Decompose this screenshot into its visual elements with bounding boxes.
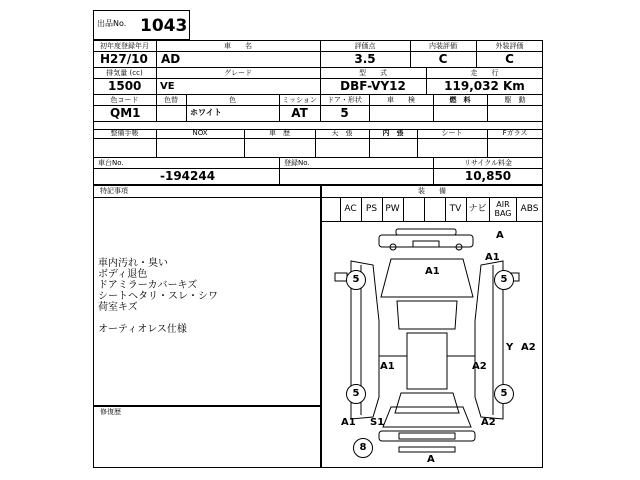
tire-rear-right: 5 [494,384,514,404]
note-line: オーティオレス仕様 [98,324,187,335]
label-grade: グレード [224,69,252,77]
mark-rear-left: A1 [341,417,356,428]
label-registration-no: 登録No. [284,159,310,167]
mark-right-y: Y [506,342,514,353]
equip-ps: PS [365,204,378,214]
mark-front-right: A1 [485,252,500,263]
label-transmission: ミッション [282,96,317,104]
label-score: 評価点 [354,42,376,50]
mark-rear-s1: S1 [370,417,385,428]
value-doors: 5 [340,106,349,120]
value-displacement: 1500 [108,79,142,93]
label-color: 色 [229,96,236,104]
equipment-title: 装 備 [418,187,446,195]
label-car-name: 車 名 [224,42,252,50]
label-recycle-fee: リサイクル料金 [463,159,513,167]
label-interior-trim: 内 張 [382,129,404,137]
label-front-glass: Fガラス [502,129,528,137]
label-inspection: 車 検 [387,96,415,104]
value-transmission: AT [291,106,308,120]
note-line: ドアミラーカバーキズ [98,280,198,291]
value-first-registration: H27/10 [100,52,148,66]
note-line: 荷室キズ [98,302,138,313]
mark-hood: A1 [425,266,440,277]
equip-abs: ABS [520,204,539,214]
value-mileage: 119,032 Km [444,79,525,93]
mark-front-bumper: A [496,230,504,241]
value-model: DBF-VY12 [340,79,406,93]
mark-right-a2: A2 [521,342,536,353]
value-score: 3.5 [354,52,376,66]
label-fuel: 燃 料 [449,96,471,104]
value-chassis-no: -194244 [160,169,216,183]
note-line: ボディ退色 [98,269,148,280]
equip-ac: AC [344,204,357,214]
value-interior-grade: C [438,52,448,66]
value-recycle-fee: 10,850 [464,169,512,183]
note-line: 車内汚れ・臭い [98,258,168,269]
label-first-registration: 初年度登録年月 [100,42,149,50]
value-color-code: QM1 [110,106,141,120]
note-line: シートヘタリ・スレ・シワ [98,291,218,302]
label-sunroof: 天 張 [331,129,353,137]
lot-label: 出品No. [97,19,127,28]
repair-panel [93,406,321,468]
lot-number: 1043 [140,16,188,36]
label-model: 型 式 [359,69,387,77]
equip-tv: TV [449,204,462,214]
tire-front-right: 5 [494,270,514,290]
tire-spare: 8 [353,438,373,458]
mark-left-front-door: A1 [380,361,395,372]
label-door-shape: ドア・形状 [327,96,362,104]
lot-box [93,10,190,40]
value-exterior-grade: C [505,52,514,66]
label-mileage: 走 行 [470,69,499,77]
value-grade: VE [160,81,175,92]
label-nox: NOX [192,129,208,137]
label-color-code: 色コード [110,96,139,104]
value-car-name: AD [161,52,181,66]
label-color-change: 色替 [164,96,178,104]
repair-title: 修復歴 [100,408,121,416]
label-drive: 駆 動 [504,96,526,104]
tire-rear-left: 5 [346,384,366,404]
notes-title: 特記事項 [100,187,128,195]
label-maintenance-book: 整備手帳 [110,129,139,137]
equip-airbag: AIR BAG [494,200,512,218]
mark-right-front-door: A2 [472,361,487,372]
equip-navi: ナビ [468,204,487,214]
tire-front-left: 5 [346,270,366,290]
label-exterior-grade: 外装評価 [495,42,524,50]
mark-rear-right: A2 [481,417,496,428]
mark-rear-bumper: A [427,454,435,465]
label-displacement: 排気量 (cc) [106,69,143,77]
equip-pw: PW [385,204,400,214]
label-history: 車 歴 [269,129,290,137]
label-interior-grade: 内装評価 [429,42,457,50]
label-chassis-no: 車台No. [98,159,124,167]
value-color: ホワイト [190,108,222,117]
label-seat: シート [441,129,463,137]
